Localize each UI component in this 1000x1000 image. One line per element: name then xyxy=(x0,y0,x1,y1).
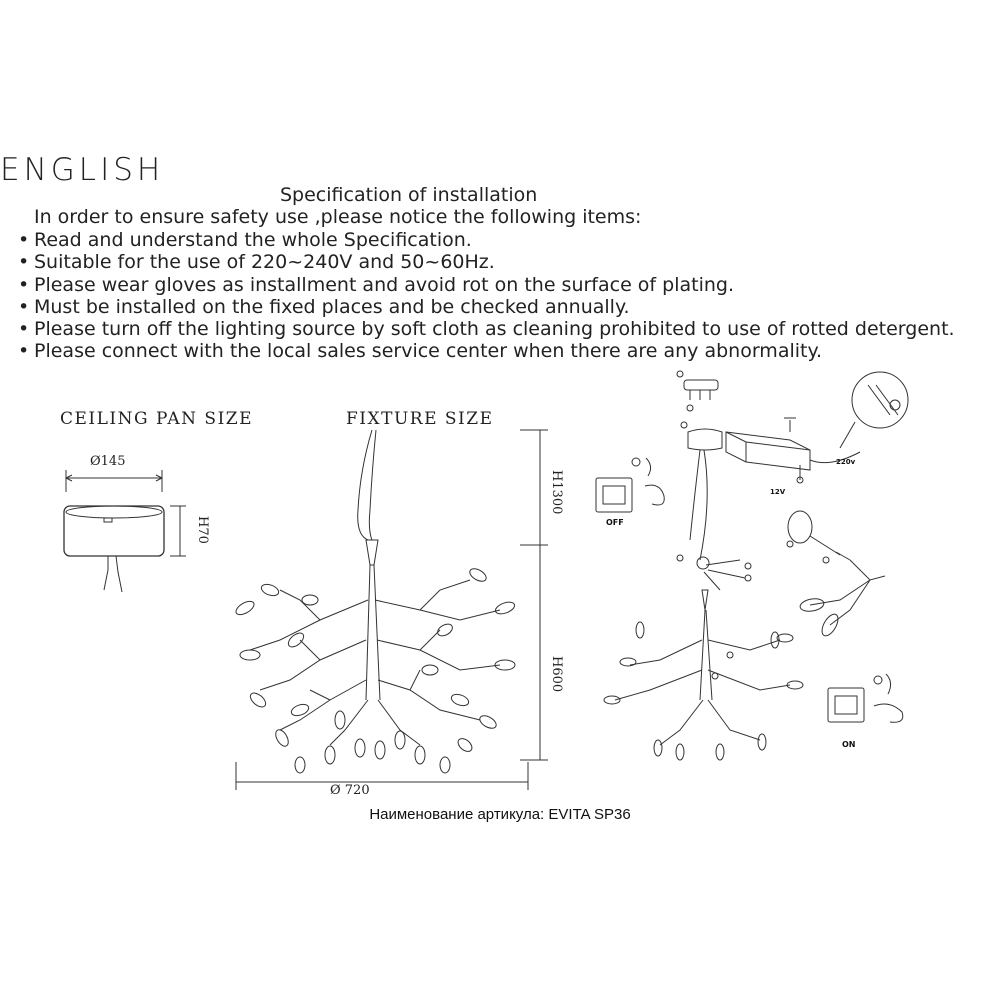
instruction-item: • Read and understand the whole Specification. xyxy=(18,229,955,251)
voltage-in-label: 220v xyxy=(836,458,856,466)
ceiling-pan-label: CEILING PAN SIZE xyxy=(60,409,254,429)
fixture-dimension-lines xyxy=(236,430,548,790)
ceiling-pan-drawing xyxy=(64,470,186,592)
fixture-drawing xyxy=(234,430,516,773)
ceiling-pan-height: H70 xyxy=(195,516,210,544)
fixture-diameter: Ø 720 xyxy=(330,783,370,798)
article-name: Наименование артикула: EVITA SP36 xyxy=(369,806,631,823)
switch-on-label: ON xyxy=(842,740,856,749)
installation-diagram xyxy=(596,371,908,760)
voltage-out-label: 12V xyxy=(770,488,786,496)
fixture-body-height: H600 xyxy=(549,656,564,693)
specification-title: Specification of installation xyxy=(280,184,538,206)
instruction-item: • Please connect with the local sales service center when there are any abnormality. xyxy=(18,340,955,362)
instruction-item: • Please wear gloves as installment and avoid rot on the surface of plating. xyxy=(18,274,955,296)
instruction-item: • Must be installed on the fixed places and be checked annually. xyxy=(18,296,955,318)
switch-off-label: OFF xyxy=(606,518,624,527)
fixture-total-height: H1300 xyxy=(549,470,564,515)
instruction-item: • Please turn off the lighting source by soft cloth as cleaning prohibited to use of rotted detergent. xyxy=(18,318,955,340)
language-heading: ENGLISH xyxy=(0,152,165,188)
instruction-item: • Suitable for the use of 220~240V and 50~60Hz. xyxy=(18,251,955,273)
intro-text: In order to ensure safety use ,please notice the following items: xyxy=(34,206,642,228)
ceiling-pan-diameter: Ø145 xyxy=(90,454,126,469)
fixture-label: FIXTURE SIZE xyxy=(346,409,494,429)
